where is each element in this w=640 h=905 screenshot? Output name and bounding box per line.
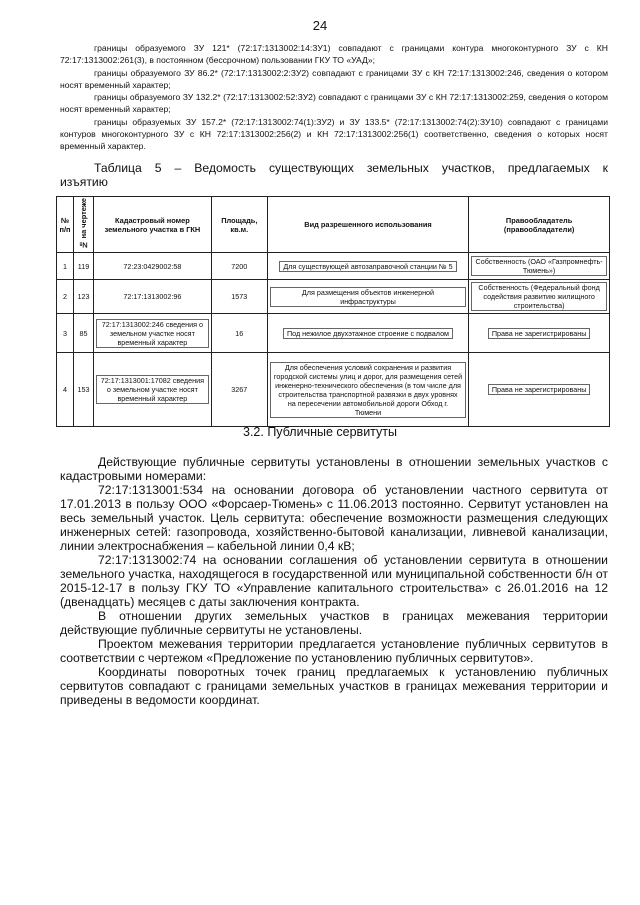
cell-cadastral: 72:17:1313001:17082 сведения о земельном участке носят временный характер — [93, 353, 211, 427]
cell-num: 2 — [57, 280, 74, 314]
body-paragraph: Действующие публичные сервитуты установлены в отношении земельных участков с кадастровыми номерами: — [60, 455, 608, 483]
col-header-area: Площадь, кв.м. — [211, 197, 267, 253]
cell-num: 3 — [57, 314, 74, 353]
cell-use: Под нежилое двухэтажное строение с подвалом — [267, 314, 468, 353]
intro-paragraph: границы образуемого ЗУ 132.2* (72:17:1313002:52:ЗУ2) совпадают с границами ЗУ с КН 72:17:1313002:259, сведения о котором носят временный характер; — [60, 92, 608, 115]
col-header-drawing-num: № на чертеже — [73, 197, 93, 253]
intro-paragraph: границы образуемого ЗУ 121* (72:17:1313002:14:ЗУ1) совпадают с границами контура многоконтурного ЗУ с КН 72:17:1313002:261(3), в постоянном (бессрочном) пользовании ГКУ ТО «УАД»; — [60, 43, 608, 66]
intro-paragraph: границы образуемых ЗУ 157.2* (72:17:1313002:74(1):ЗУ2) и ЗУ 133.5* (72:17:1313002:74(2):ЗУ10) совпадают с границами контуров многоконтурного ЗУ с КН 72:17:1313002:256(2) и КН 72:17:1313002:256(1) соответственно, сведения о которых носят временный характер. — [60, 116, 608, 152]
cell-drawing-num: 119 — [73, 253, 93, 280]
body-text — [60, 455, 608, 707]
body-paragraph: В отношении других земельных участков в границах межевания территории действующие публичные сервитуты не установлены. — [60, 609, 608, 637]
cell-area: 7200 — [211, 253, 267, 280]
cell-drawing-num: 85 — [73, 314, 93, 353]
cell-cadastral: 72:23:0429002:58 — [93, 253, 211, 280]
cell-use: Для размещения объектов инженерной инфраструктуры — [267, 280, 468, 314]
table-caption — [60, 162, 608, 189]
table-row — [57, 280, 610, 314]
cell-use: Для существующей автозаправочной станции № 5 — [267, 253, 468, 280]
land-plots-table — [56, 196, 610, 427]
cell-owner: Права не зарегистрированы — [469, 314, 610, 353]
cell-use: Для обеспечения условий сохранения и развития городской системы улиц и дорог, для размещения сетей инженерно-технического обеспечения (в том числе для строительства транспортной развязки в двух уровнях на пересечении автомобильной дороги Обход г. Тюмени — [267, 353, 468, 427]
table-header-row — [57, 197, 610, 253]
cell-owner: Права не зарегистрированы — [469, 353, 610, 427]
cell-num: 4 — [57, 353, 74, 427]
cell-area: 3267 — [211, 353, 267, 427]
cell-area: 16 — [211, 314, 267, 353]
intro-paragraph: границы образуемого ЗУ 86.2* (72:17:1313002:2:ЗУ2) совпадают с границами ЗУ с КН 72:17:1313002:246, сведения о котором носят временный характер; — [60, 67, 608, 90]
page-number: 24 — [312, 18, 328, 33]
cell-drawing-num: 123 — [73, 280, 93, 314]
col-header-owner: Правообладатель (правообладатели) — [469, 197, 610, 253]
cell-cadastral: 72:17:1313002:96 — [93, 280, 211, 314]
table-row — [57, 314, 610, 353]
table-row — [57, 253, 610, 280]
body-paragraph: 72:17:1313002:74 на основании соглашения об установлении сервитута в отношении земельного участка, находящегося в государственной или муниципальной собственности б/н от 2015-12-17 в пользу ГКУ ТО «Управление капитального строительства» с 26.01.2016 на 12 (двенадцать) месяцев с даты заключения контракта. — [60, 553, 608, 609]
section-title: 3.2. Публичные сервитуты — [243, 425, 397, 439]
body-paragraph: Проектом межевания территории предлагается установление публичных сервитутов в соответствии с чертежом «Предложение по установлению публичных сервитутов». — [60, 637, 608, 665]
cell-cadastral: 72:17:1313002:246 сведения о земельном участке носят временный характер — [93, 314, 211, 353]
cell-owner: Собственность (Федеральный фонд содействия развитию жилищного строительства) — [469, 280, 610, 314]
col-header-use: Вид разрешенного использования — [267, 197, 468, 253]
table-caption-line: изъятию — [60, 174, 108, 189]
col-header-cadastral: Кадастровый номер земельного участка в ГКН — [93, 197, 211, 253]
cell-num: 1 — [57, 253, 74, 280]
intro-text — [60, 42, 608, 153]
body-paragraph: 72:17:1313001:534 на основании договора об установлении частного сервитута от 17.01.2013 в пользу ООО «Форсаер-Тюмень» с 11.06.2013 постоянно. Сервитут установлен на весь земельный участок. Цель сервитута: обеспечение возможности размещения следующих инженерных сетей: газопровода, хозяйственно-бытовой канализации, ливневой канализации, линии электроснабжения – кабельной линии 0,4 кВ; — [60, 483, 608, 553]
body-paragraph: Координаты поворотных точек границ предлагаемых к установлению публичных сервитутов совпадают с границами земельных участков в границах межевания территории и приведены в ведомости координат. — [60, 665, 608, 707]
col-header-num: № п/п — [57, 197, 74, 253]
cell-area: 1573 — [211, 280, 267, 314]
table-caption-line: Таблица 5 – Ведомость существующих земельных участков, предлагаемых к — [94, 161, 608, 175]
cell-owner: Собственность (ОАО «Газпромнефть-Тюмень») — [469, 253, 610, 280]
table-row — [57, 353, 610, 427]
cell-drawing-num: 153 — [73, 353, 93, 427]
